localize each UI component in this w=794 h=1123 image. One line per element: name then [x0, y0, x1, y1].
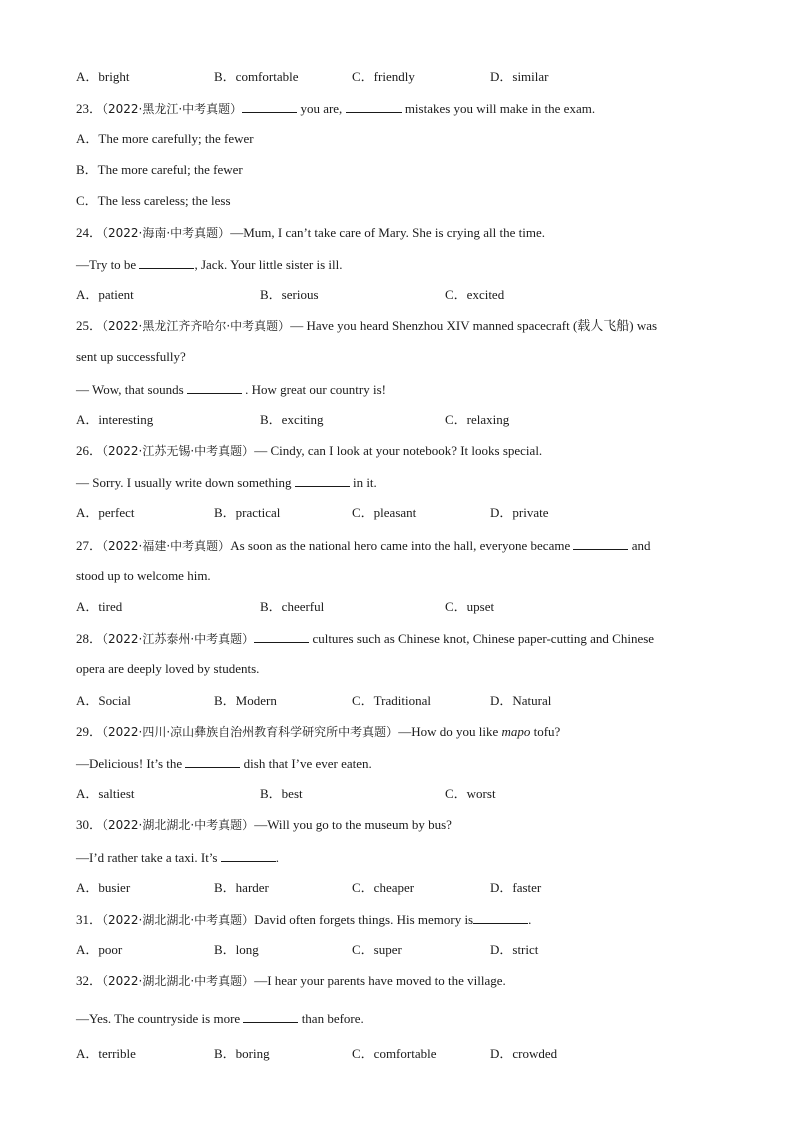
question-source: （2022·江苏泰州·中考真题）	[102, 632, 255, 646]
option-b: B．Modern	[214, 693, 277, 708]
q25-stem-cont: sent up successfully?	[76, 349, 186, 364]
option-c: C．Traditional	[352, 693, 431, 708]
option-a: A．poor	[76, 942, 123, 957]
question-source: （2022·湖北湖北·中考真题）	[102, 913, 255, 927]
stem-text: As soon as the national hero came into the hall, everyone became	[230, 538, 574, 553]
q30-reply	[76, 849, 279, 866]
question-number: 32．	[76, 973, 103, 988]
reply-text: —I’d rather take a taxi. It’s	[76, 850, 221, 865]
question-number: 24．	[76, 225, 103, 240]
option-c: C．cheaper	[352, 880, 415, 895]
reply-text: .	[275, 850, 279, 865]
q26-reply	[76, 474, 377, 491]
stem-italic-text: mapo	[501, 724, 531, 739]
answer-blank	[346, 100, 402, 113]
option-a: A．patient	[76, 287, 134, 302]
question-source: （2022·海南·中考真题）	[102, 226, 231, 240]
option-a: A．bright	[76, 69, 130, 84]
stem-text: tofu?	[530, 724, 561, 739]
reply-text: than before.	[298, 1011, 364, 1026]
stem-text: .	[528, 912, 532, 927]
option-a: A．perfect	[76, 505, 135, 520]
option-a: A．busier	[76, 880, 131, 895]
question-source: （2022·四川·凉山彝族自治州教育科学研究所中考真题）	[102, 725, 399, 739]
option-a: A．Social	[76, 693, 131, 708]
option-c: C．pleasant	[352, 505, 417, 520]
stem-text: — Cindy, can I look at your notebook? It looks special.	[254, 443, 543, 458]
option-b: B．cheerful	[260, 599, 325, 614]
option-a: A．terrible	[76, 1046, 136, 1061]
q28-stem-cont: opera are deeply loved by students.	[76, 661, 260, 676]
q24-reply	[76, 256, 343, 273]
option-a: A．interesting	[76, 412, 154, 427]
option-b: B．long	[214, 942, 259, 957]
option-c: C．comfortable	[352, 1046, 437, 1061]
question-number: 27．	[76, 538, 103, 553]
option-c: C．worst	[445, 786, 496, 801]
question-number: 25．	[76, 318, 103, 333]
question-source: （2022·福建·中考真题）	[102, 539, 231, 553]
answer-blank	[187, 381, 242, 394]
stem-text: David often forgets things. His memory is	[254, 912, 474, 927]
option-c: C．The less careless; the less	[76, 193, 231, 208]
question-number: 31．	[76, 912, 103, 927]
option-c: C．super	[352, 942, 402, 957]
question-source: （2022·湖北湖北·中考真题）	[102, 974, 255, 988]
option-a: A．saltiest	[76, 786, 135, 801]
q30-stem	[76, 817, 452, 833]
q24-stem	[76, 225, 545, 241]
option-b: B．harder	[214, 880, 269, 895]
stem-text: — Have you heard Shenzhou XIV manned spacecraft (载人飞船) was	[290, 318, 658, 333]
option-d: D．crowded	[490, 1046, 558, 1061]
option-c: C．excited	[445, 287, 505, 302]
answer-blank	[185, 755, 240, 768]
question-number: 23．	[76, 101, 103, 116]
reply-text: —Try to be	[76, 257, 140, 272]
option-b: B．comfortable	[214, 69, 299, 84]
option-b: B．practical	[214, 505, 281, 520]
reply-text: . How great our country is!	[241, 382, 386, 397]
question-number: 29．	[76, 724, 103, 739]
reply-text: — Wow, that sounds	[76, 382, 187, 397]
option-d: D．Natural	[490, 693, 552, 708]
option-b: B．The more careful; the fewer	[76, 162, 243, 177]
q29-stem	[76, 724, 560, 740]
answer-blank	[139, 256, 194, 269]
reply-text: , Jack. Your little sister is ill.	[194, 257, 343, 272]
option-b: B．exciting	[260, 412, 324, 427]
option-a: A．The more carefully; the fewer	[76, 131, 254, 146]
q23-stem	[76, 100, 595, 117]
question-number: 30．	[76, 817, 103, 832]
q32-stem	[76, 973, 506, 989]
option-d: D．faster	[490, 880, 542, 895]
reply-text: in it.	[349, 475, 377, 490]
q25-reply	[76, 381, 386, 398]
question-source: （2022·江苏无锡·中考真题）	[102, 444, 255, 458]
q26-stem	[76, 443, 542, 459]
question-number: 28．	[76, 631, 103, 646]
stem-text: —How do you like	[398, 724, 502, 739]
option-a: A．tired	[76, 599, 123, 614]
stem-text: —Will you go to the museum by bus?	[254, 817, 452, 832]
option-d: D．private	[490, 505, 549, 520]
stem-text: mistakes you will make in the exam.	[401, 101, 596, 116]
answer-blank	[242, 100, 297, 113]
q28-stem	[76, 630, 654, 647]
reply-text: — Sorry. I usually write down something	[76, 475, 295, 490]
question-source: （2022·黑龙江·中考真题）	[102, 102, 243, 116]
option-c: C．upset	[445, 599, 495, 614]
question-source: （2022·黑龙江齐齐哈尔·中考真题）	[102, 319, 291, 333]
reply-text: —Delicious! It’s the	[76, 756, 186, 771]
option-b: B．boring	[214, 1046, 270, 1061]
answer-blank	[473, 911, 528, 924]
question-source: （2022·湖北湖北·中考真题）	[102, 818, 255, 832]
answer-blank	[295, 474, 350, 487]
answer-blank	[221, 849, 276, 862]
q27-stem	[76, 537, 651, 554]
answer-blank	[254, 630, 309, 643]
question-number: 26．	[76, 443, 103, 458]
reply-text: dish that I’ve ever eaten.	[240, 756, 372, 771]
stem-text: —I hear your parents have moved to the village.	[254, 973, 506, 988]
option-b: B．best	[260, 786, 303, 801]
stem-text: and	[628, 538, 651, 553]
stem-text: —Mum, I can’t take care of Mary. She is crying all the time.	[230, 225, 545, 240]
q29-reply	[76, 755, 372, 772]
option-b: B．serious	[260, 287, 319, 302]
answer-blank	[573, 537, 628, 550]
q25-stem	[76, 318, 657, 334]
q27-stem-cont: stood up to welcome him.	[76, 568, 211, 583]
option-c: C．relaxing	[445, 412, 510, 427]
q32-reply	[76, 1010, 364, 1027]
stem-text: cultures such as Chinese knot, Chinese paper-cutting and Chinese	[309, 631, 655, 646]
reply-text: —Yes. The countryside is more	[76, 1011, 244, 1026]
q31-stem	[76, 911, 531, 928]
stem-text: you are,	[297, 101, 346, 116]
option-c: C．friendly	[352, 69, 415, 84]
option-d: D．strict	[490, 942, 539, 957]
answer-blank	[243, 1010, 298, 1023]
option-d: D．similar	[490, 69, 549, 84]
